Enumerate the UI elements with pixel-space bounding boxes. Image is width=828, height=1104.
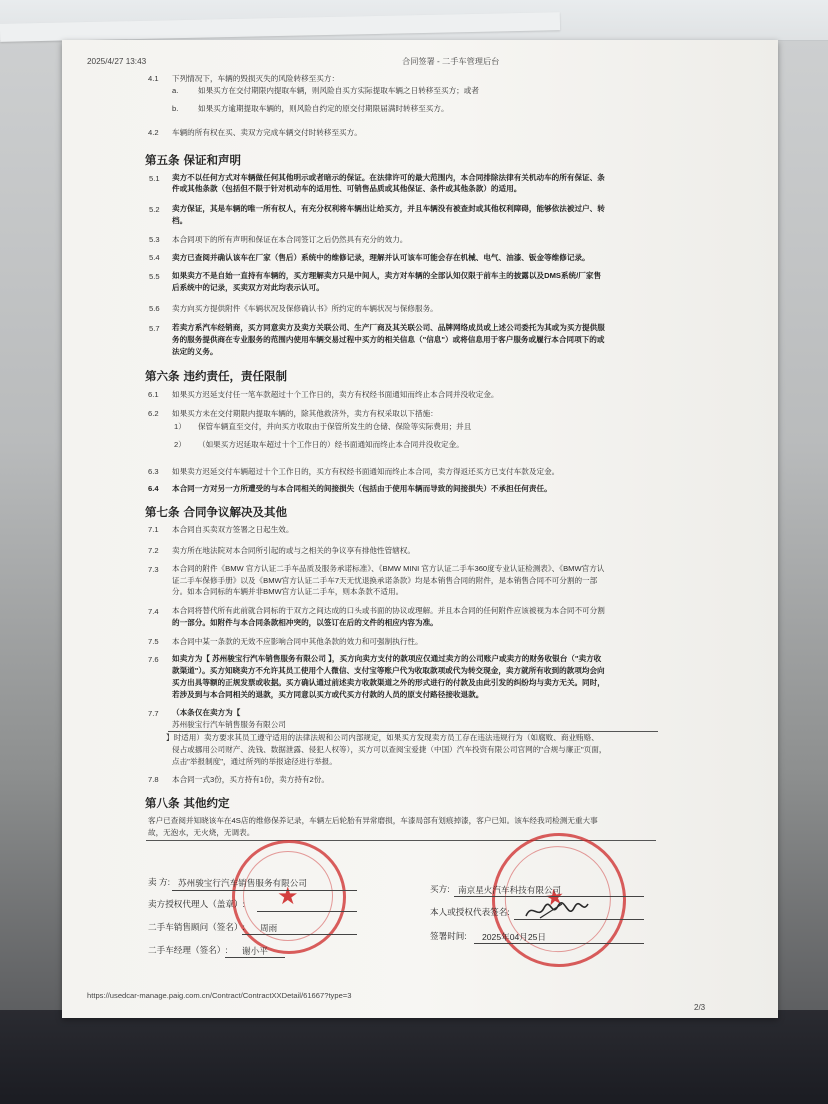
- clause-number: 7.2: [148, 546, 159, 555]
- clause-text: （如果买方迟延取车超过十个工作日的）经书面通知而终止本合同并没收定金。: [198, 440, 464, 449]
- paper-fold: [0, 12, 560, 42]
- clause-text: 务的服务提供商在专业服务的范围内使用车辆交易过程中买方的相关信息（"信息"）或将信息用于客户服务或履行本合同项下的或: [172, 335, 605, 344]
- item-label: 2）: [174, 440, 186, 449]
- buyer-rep-label: 本人或授权代表签名:: [430, 907, 510, 917]
- manager-name: 谢小平: [242, 946, 268, 956]
- clause-text: 法定的义务。: [172, 347, 218, 356]
- background-paper: [0, 0, 828, 41]
- signature-line: [225, 957, 285, 958]
- item-label: 1）: [174, 422, 186, 431]
- clause-number: 5.6: [149, 304, 160, 313]
- clause-text: 】时适用）卖方要求其员工遵守适用的法律法规和公司内部规定，如果买方发现卖方员工存在违法违规行为（如腐败、商业贿赂、: [166, 733, 599, 742]
- clause-number: 4.1: [148, 74, 159, 83]
- section-title: 第八条 其他约定: [145, 796, 230, 810]
- clause-text: 卖方不以任何方式对车辆做任何其他明示或者暗示的保证。在法律许可的最大范围内，本合同排除法律有关机动车的所有保证、条: [172, 173, 605, 182]
- clause-text: 如果卖方迟延交付车辆超过十个工作日的，买方有权经书面通知而终止本合同，卖方得返还买方已支付车款及定金。: [172, 467, 560, 476]
- clause-text: 本合同一方对另一方所遭受的与本合同相关的间接损失（包括由于使用车辆而导致的间接损失）不承担任何责任。: [172, 484, 552, 493]
- footer-url: https://usedcar-manage.paig.com.cn/Contract/ContractXXDetail/61667?type=3: [87, 991, 352, 1000]
- background-floor: [0, 1010, 828, 1104]
- signature-line: [454, 896, 644, 897]
- buyer-label: 买方:: [430, 884, 450, 894]
- clause-text: 客户已查阅并知晓该车在4S店的维修保养记录，车辆左后轮胎有异常磨损，车漆局部有划痕掉漆，客户已知。该车经我司检测无重大事: [148, 816, 598, 825]
- clause-text: 本合同的附件《BMW 官方认证二手车品质及服务承诺标准》、《BMW MINI 官方认证二手车360度专业认证检测表》、《BMW官方认: [172, 564, 605, 573]
- page-number: 2/3: [694, 1003, 706, 1012]
- clause-text: 后系统中的记录，买卖双方对此均表示认可。: [172, 283, 324, 292]
- clause-text: 如卖方为【 苏州骏宝行汽车销售服务有限公司 】，买方向卖方支付的款项应仅通过卖方的公司账户或卖方的财务收银台（"卖方收: [172, 654, 602, 663]
- stamp-star-icon: ★: [542, 883, 566, 911]
- clause-number: 5.4: [149, 253, 160, 262]
- clause-number: 5.1: [149, 174, 160, 183]
- contract-page: [62, 40, 778, 1018]
- clause-text: 证二手车保修手册》以及《BMW官方认证二手车7天无忧退换承诺条款》均是本销售合同的附件，是本销售合同不可分割的一部: [172, 576, 598, 585]
- clause-number: 6.1: [148, 390, 159, 399]
- print-datetime: 2025/4/27 13:43: [87, 57, 147, 66]
- clause-number: 5.5: [149, 272, 160, 281]
- clause-number: 7.7: [148, 709, 159, 718]
- section-title: 第六条 违约责任，责任限制: [145, 369, 288, 383]
- signature-line: [257, 911, 357, 912]
- clause-text: 卖方已查阅并确认该车在厂家（售后）系统中的维修记录，理解并认可该车可能会存在机械、电气、油漆、钣金等维修记录。: [172, 253, 590, 262]
- manager-label: 二手车经理（签名）:: [148, 945, 228, 955]
- clause-text: 款渠道"）。买方知晓卖方不允许其员工使用个人微信、支付宝等账户代为收取款项或代为转交现金，卖方就所有收到的款项均会向: [172, 666, 605, 675]
- clause-number: 5.2: [149, 205, 160, 214]
- clause-text: 保管车辆直至交付，并向买方收取由于保管所发生的仓储、保险等实际费用；并且: [198, 422, 472, 431]
- clause-text: 卖方向买方提供附件《车辆状况及保修确认书》所约定的车辆状况与保修服务。: [172, 304, 438, 313]
- section-title: 第七条 合同争议解决及其他: [145, 505, 288, 519]
- clause-text: 如果买方未在交付期限内提取车辆的，除其他救济外，卖方有权采取以下措施：: [172, 409, 438, 418]
- company-fill: 苏州骏宝行汽车销售服务有限公司: [172, 720, 286, 729]
- clause-number: 5.3: [149, 235, 160, 244]
- clause-text: 卖方保证，其是车辆的唯一所有权人，有充分权利将车辆出让给买方，并且车辆没有被查封或其他权利障碍，能够依法被过户、转: [172, 204, 605, 213]
- clause-text: 若涉及到与本合同相关的退款，买方同意以买方或代买方付款的人员的原支付路径接收退款。: [172, 690, 484, 699]
- clause-number: 6.2: [148, 409, 159, 418]
- signature-line: [242, 934, 357, 935]
- clause-text: 分。如本合同标的车辆并非BMW官方认证二手车，则本条款不适用。: [172, 587, 404, 596]
- buyer-signature: [522, 898, 592, 924]
- seller-label: 卖 方:: [148, 877, 170, 887]
- clause-number: 4.2: [148, 128, 159, 137]
- seller-stamp: [232, 840, 346, 954]
- clause-text: 如果买方在交付期限内提取车辆，则风险自买方实际提取车辆之日转移至买方；或者: [198, 86, 479, 95]
- clause-text: 本合同中某一条款的无效不应影响合同中其他条款的效力和可强制执行性。: [172, 637, 423, 646]
- seller-name: 苏州骏宝行汽车销售服务有限公司: [178, 878, 307, 888]
- clause-text: 如果买方逾期提取车辆的，则风险自约定的原交付期限届满时转移至买方。: [198, 104, 449, 113]
- buyer-name: 南京星火汽车科技有限公司: [458, 885, 562, 895]
- sales-advisor-label: 二手车销售顾问（签名）:: [148, 922, 245, 932]
- clause-text: 车辆的所有权在买、卖双方完成车辆交付时转移至买方。: [172, 128, 362, 137]
- clause-text: 件或其他条款（包括但不限于针对机动车的适用性、可销售品质或其他保证、条件或其他条款）的适用。: [172, 184, 522, 193]
- clause-text: 本合同一式3份，买方持有1份，卖方持有2份。: [172, 775, 329, 784]
- sign-time-value: 2025年04月25日: [482, 932, 547, 942]
- item-label: a.: [172, 86, 179, 95]
- clause-number: 7.5: [148, 637, 159, 646]
- clause-text: 本合同将替代所有此前就合同标的于双方之间达成的口头或书面的协议或理解。并且本合同的任何附件应该被视为本合同不可分割: [172, 606, 605, 615]
- seller-rep-label: 卖方授权代理人（盖章）:: [148, 899, 245, 909]
- clause-text: 若卖方系汽车经销商，买方同意卖方及卖方关联公司、生产厂商及其关联公司、品牌网络成员或上述公司委托为其或为买方提供服: [172, 323, 605, 332]
- clause-number: 7.8: [148, 775, 159, 784]
- clause-number: 7.1: [148, 525, 159, 534]
- clause-text: 的一部分。如附件与本合同条款相冲突的，以签订在后的文件的相应内容为准。: [172, 618, 438, 627]
- item-label: b.: [172, 104, 179, 113]
- clause-text: 档。: [172, 216, 188, 225]
- section-title: 第五条 保证和声明: [145, 153, 242, 167]
- clause-text: 本合同项下的所有声明和保证在本合同签订之后仍然具有充分的效力。: [172, 235, 408, 244]
- clause-text: 卖方所在地法院对本合同所引起的或与之相关的争议享有排他性管辖权。: [172, 546, 415, 555]
- clause-number: 7.3: [148, 565, 159, 574]
- clause-number: 6.3: [148, 467, 159, 476]
- clause-number: 7.4: [148, 607, 159, 616]
- sales-advisor-name: 周雨: [260, 923, 278, 933]
- print-title: 合同签署 - 二手车管理后台: [402, 57, 500, 66]
- clause-text: 如果买方迟延支付任一笔车款超过十个工作日的，卖方有权经书面通知而终止本合同并没收定金。: [172, 390, 499, 399]
- signature-line: [172, 890, 357, 891]
- clause-number: 7.6: [148, 655, 159, 664]
- stamp-star-icon: ★: [277, 883, 299, 910]
- clause-text: 下列情况下，车辆的毁损灭失的风险转移至买方：: [172, 74, 340, 83]
- clause-number: 6.4: [148, 484, 159, 493]
- clause-text: 买方出具等额的正规发票或收据。买方确认通过前述卖方收款渠道之外的形式进行的付款及由此引发的纠纷均与卖方无关。同时，: [172, 678, 605, 687]
- clause-number: 5.7: [149, 324, 160, 333]
- clause-text: 侵占或挪用公司财产、洗钱、数据泄露、侵犯人权等），买方可以查阅宝爱捷（中国）汽车投资有限公司官网的"合规与廉正"页面，: [172, 745, 607, 754]
- clause-text: （本条仅在卖方为【: [172, 708, 241, 717]
- clause-text: 故，无泡水，无火烧，无调表。: [148, 828, 255, 837]
- clause-text: 点击"举报制度"，通过所列的举报途径进行举报。: [172, 757, 337, 766]
- clause-text: 如果卖方不是自始一直持有车辆的，买方理解卖方只是中间人，卖方对车辆的全部认知仅限于前车主的披露以及DMS系统/厂家售: [172, 271, 602, 280]
- signature-line: [474, 943, 644, 944]
- clause-text: 本合同自买卖双方签署之日起生效。: [172, 525, 294, 534]
- sign-time-label: 签署时间:: [430, 931, 467, 941]
